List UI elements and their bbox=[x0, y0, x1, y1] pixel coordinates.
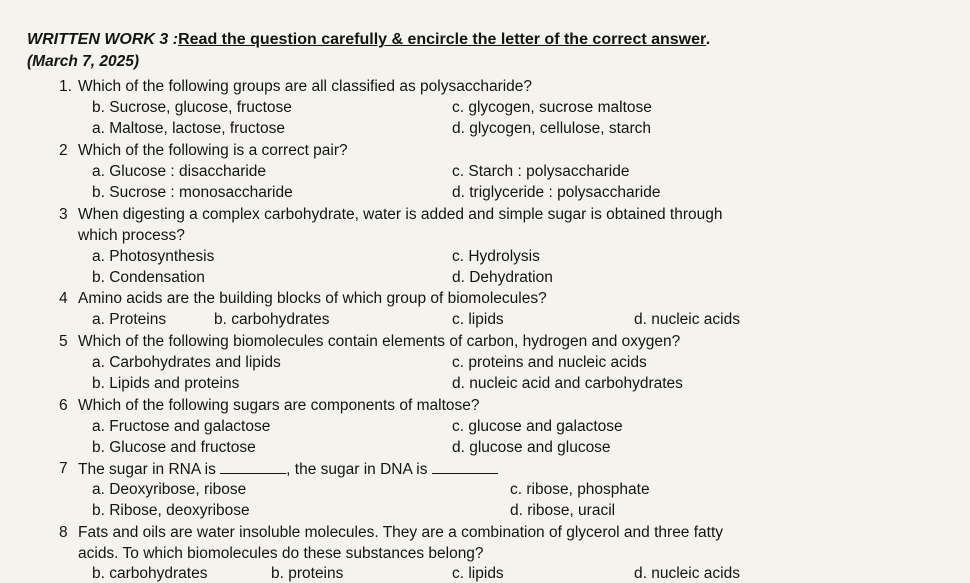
option: d. glycogen, cellulose, starch bbox=[452, 120, 652, 137]
question-text: Which of the following groups are all classified as polysaccharide? bbox=[78, 78, 533, 95]
question-text-part: , the sugar in DNA is bbox=[286, 461, 428, 478]
option: d. nucleic acids bbox=[634, 311, 740, 328]
question-number: 1. bbox=[59, 78, 72, 95]
option: a. Maltose, lactose, fructose bbox=[92, 120, 285, 137]
option: b. carbohydrates bbox=[214, 311, 330, 328]
option: b. Condensation bbox=[92, 269, 205, 286]
option: b. carbohydrates bbox=[92, 565, 208, 582]
option: b. Ribose, deoxyribose bbox=[92, 502, 250, 519]
answer-blank bbox=[432, 459, 498, 474]
question-number: 5 bbox=[59, 333, 68, 350]
option: b. Lipids and proteins bbox=[92, 375, 240, 392]
option: c. Hydrolysis bbox=[452, 248, 540, 265]
question-number: 3 bbox=[59, 206, 68, 223]
question-text: Which of the following is a correct pair? bbox=[78, 142, 348, 159]
question-text: Which of the following sugars are components of maltose? bbox=[78, 397, 480, 414]
option: c. glucose and galactose bbox=[452, 418, 623, 435]
option: c. ribose, phosphate bbox=[510, 481, 650, 498]
question-text: which process? bbox=[78, 227, 185, 244]
option: a. Deoxyribose, ribose bbox=[92, 481, 247, 498]
option: c. lipids bbox=[452, 565, 504, 582]
question-text: acids. To which biomolecules do these substances belong? bbox=[78, 545, 484, 562]
option: c. proteins and nucleic acids bbox=[452, 354, 647, 371]
option: d. nucleic acids bbox=[634, 565, 740, 582]
title-period: . bbox=[706, 31, 711, 48]
option: d. Dehydration bbox=[452, 269, 553, 286]
option: a. Photosynthesis bbox=[92, 248, 215, 265]
title-instruction: Read the question carefully & encircle the letter of the correct answer bbox=[178, 31, 707, 48]
option: d. ribose, uracil bbox=[510, 502, 616, 519]
question-text: Fats and oils are water insoluble molecules. They are a combination of glycerol and three fatty bbox=[78, 524, 724, 541]
title-prefix: WRITTEN WORK 3 : bbox=[27, 31, 179, 48]
question-number: 8 bbox=[59, 524, 68, 541]
question-number: 7 bbox=[59, 460, 68, 477]
option: a. Carbohydrates and lipids bbox=[92, 354, 281, 371]
option: c. lipids bbox=[452, 311, 504, 328]
option: c. glycogen, sucrose maltose bbox=[452, 99, 652, 116]
option: a. Glucose : disaccharide bbox=[92, 163, 267, 180]
option: b. Sucrose, glucose, fructose bbox=[92, 99, 292, 116]
option: d. triglyceride : polysaccharide bbox=[452, 184, 661, 201]
option: a. Fructose and galactose bbox=[92, 418, 271, 435]
option: b. Sucrose : monosaccharide bbox=[92, 184, 293, 201]
question-text-part: The sugar in RNA is bbox=[78, 461, 216, 478]
question-text: Amino acids are the building blocks of which group of biomolecules? bbox=[78, 290, 547, 307]
option: c. Starch : polysaccharide bbox=[452, 163, 630, 180]
question-text: Which of the following biomolecules contain elements of carbon, hydrogen and oxygen? bbox=[78, 333, 681, 350]
option: d. nucleic acid and carbohydrates bbox=[452, 375, 683, 392]
question-number: 4 bbox=[59, 290, 68, 307]
option: b. Glucose and fructose bbox=[92, 439, 256, 456]
question-text bbox=[78, 459, 498, 479]
question-number: 6 bbox=[59, 397, 68, 414]
worksheet-date: (March 7, 2025) bbox=[27, 53, 139, 70]
option: d. glucose and glucose bbox=[452, 439, 611, 456]
question-number: 2 bbox=[59, 142, 68, 159]
worksheet-title bbox=[27, 30, 711, 49]
option: b. proteins bbox=[271, 565, 344, 582]
option: a. Proteins bbox=[92, 311, 167, 328]
answer-blank bbox=[220, 459, 286, 474]
question-text: When digesting a complex carbohydrate, water is added and simple sugar is obtained through bbox=[78, 206, 723, 223]
